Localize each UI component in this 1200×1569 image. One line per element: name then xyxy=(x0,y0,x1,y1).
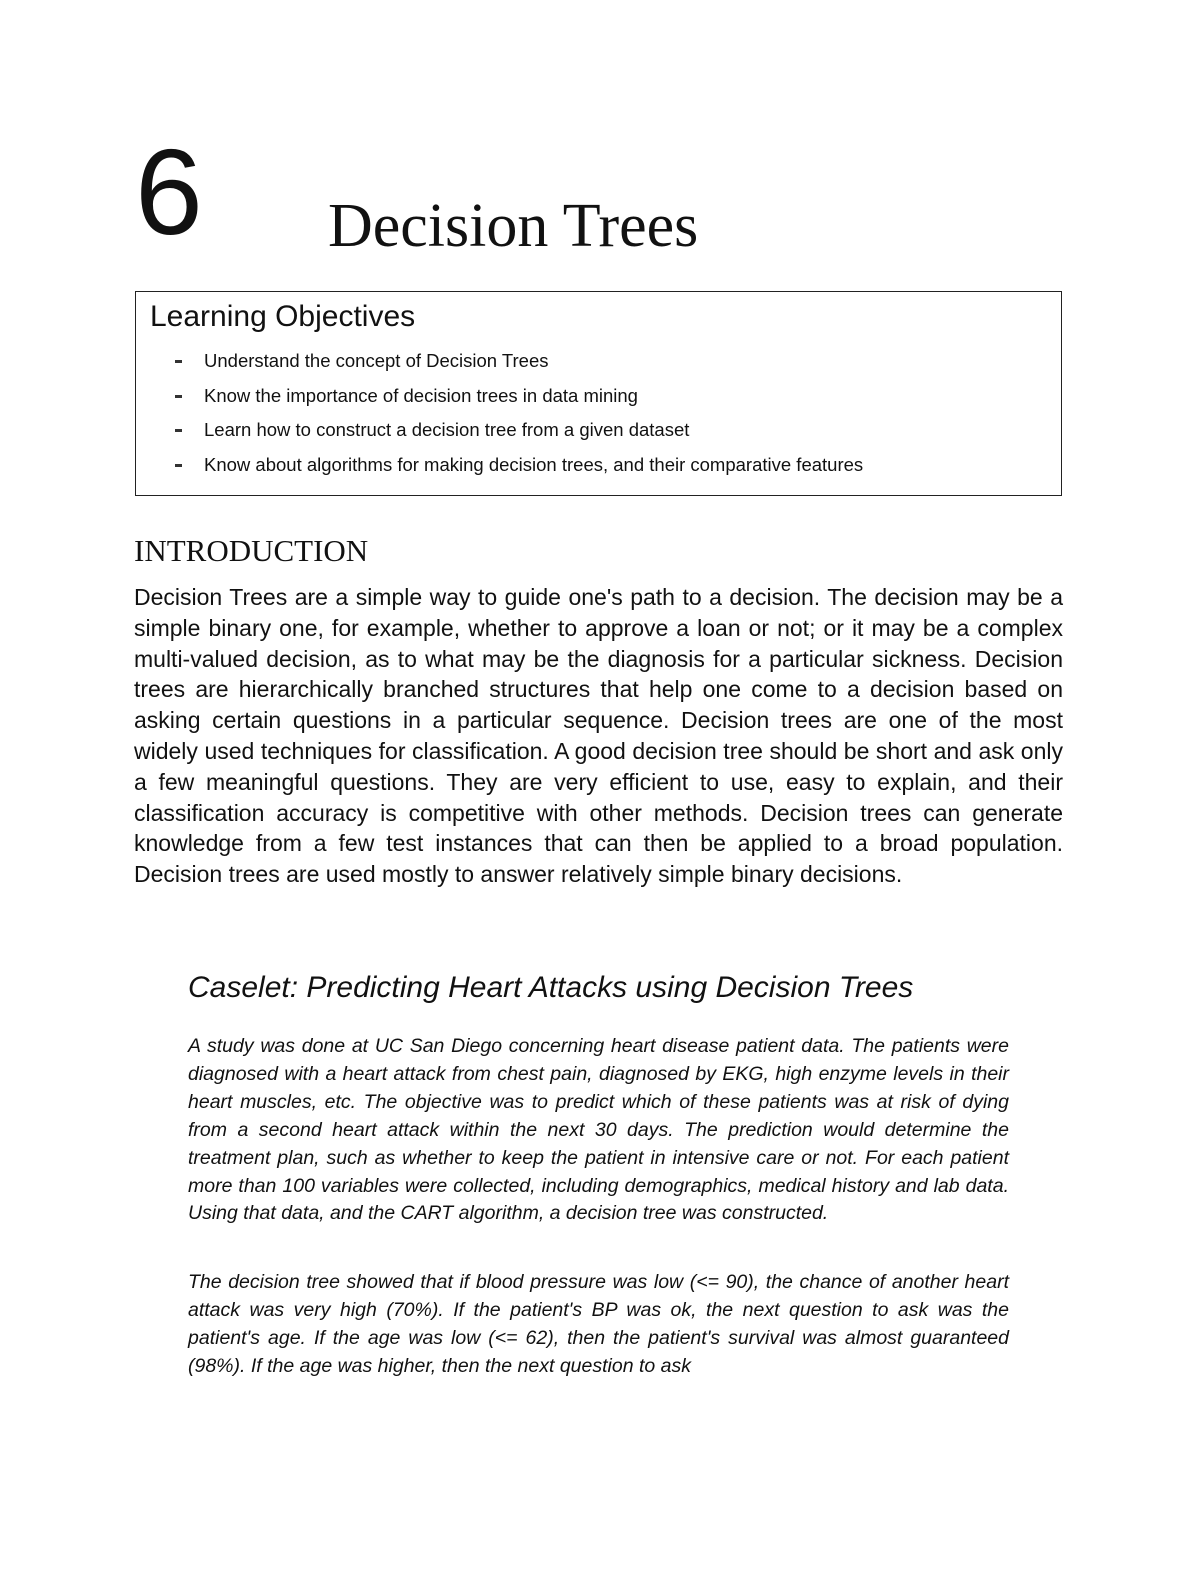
learning-objectives-box xyxy=(135,291,1062,496)
objective-text: Know about algorithms for making decision trees, and their comparative features xyxy=(204,453,864,475)
bullet-icon xyxy=(175,429,182,432)
introduction-paragraph: Decision Trees are a simple way to guide one's path to a decision. The decision may be a simple binary one, for example, whether to approve a loan or not; or it may be a complex multi-valued decision, as to what may be the diagnosis for a particular sickness. Decision trees are hierarchically branched structures that help one come to a decision based on asking certain questions in a particular sequence. Decision trees are one of the most widely used techniques for classification. A good decision tree should be short and ask only a few meaningful questions. They are very efficient to use, easy to explain, and their classification accuracy is competitive with other methods. Decision trees can generate knowledge from a few test instances that can then be applied to a broad population. Decision trees are used mostly to answer relatively simple binary decisions. xyxy=(134,584,1063,888)
learning-objectives-heading: Learning Objectives xyxy=(150,300,416,333)
objective-text: Know the importance of decision trees in data mining xyxy=(204,384,638,406)
caselet-title: Caselet: Predicting Heart Attacks using Decision Trees xyxy=(188,971,914,1004)
chapter-title: Decision Trees xyxy=(328,192,699,260)
bullet-icon xyxy=(175,395,182,398)
introduction-heading: INTRODUCTION xyxy=(134,533,369,568)
objective-text: Understand the concept of Decision Trees xyxy=(204,350,549,371)
bullet-icon xyxy=(175,360,182,363)
chapter-number: 6 xyxy=(135,124,203,260)
objective-text: Learn how to construct a decision tree from a given dataset xyxy=(204,419,690,440)
caselet-paragraph: The decision tree showed that if blood pressure was low (<= 90), the chance of another heart attack was very high (70%). If the patient's BP was ok, the next question to ask was the patient's age. If the age was low (<= 62), then the patient's survival was almost guaranteed (98%). If the age was higher, then the next question to ask xyxy=(188,1271,1009,1377)
caselet-paragraph: A study was done at UC San Diego concerning heart disease patient data. The patients were diagnosed with a heart attack from chest pain, diagnosed by EKG, high enzyme levels in their heart muscles, etc. The objective was to predict which of these patients was at risk of dying from a second heart attack within the next 30 days. The prediction would determine the treatment plan, such as whether to keep the patient in intensive care or not. For each patient more than 100 variables were collected, including demographics, medical history and lab data. Using that data, and the CART algorithm, a decision tree was constructed. xyxy=(188,1035,1009,1225)
bullet-icon xyxy=(175,464,182,467)
